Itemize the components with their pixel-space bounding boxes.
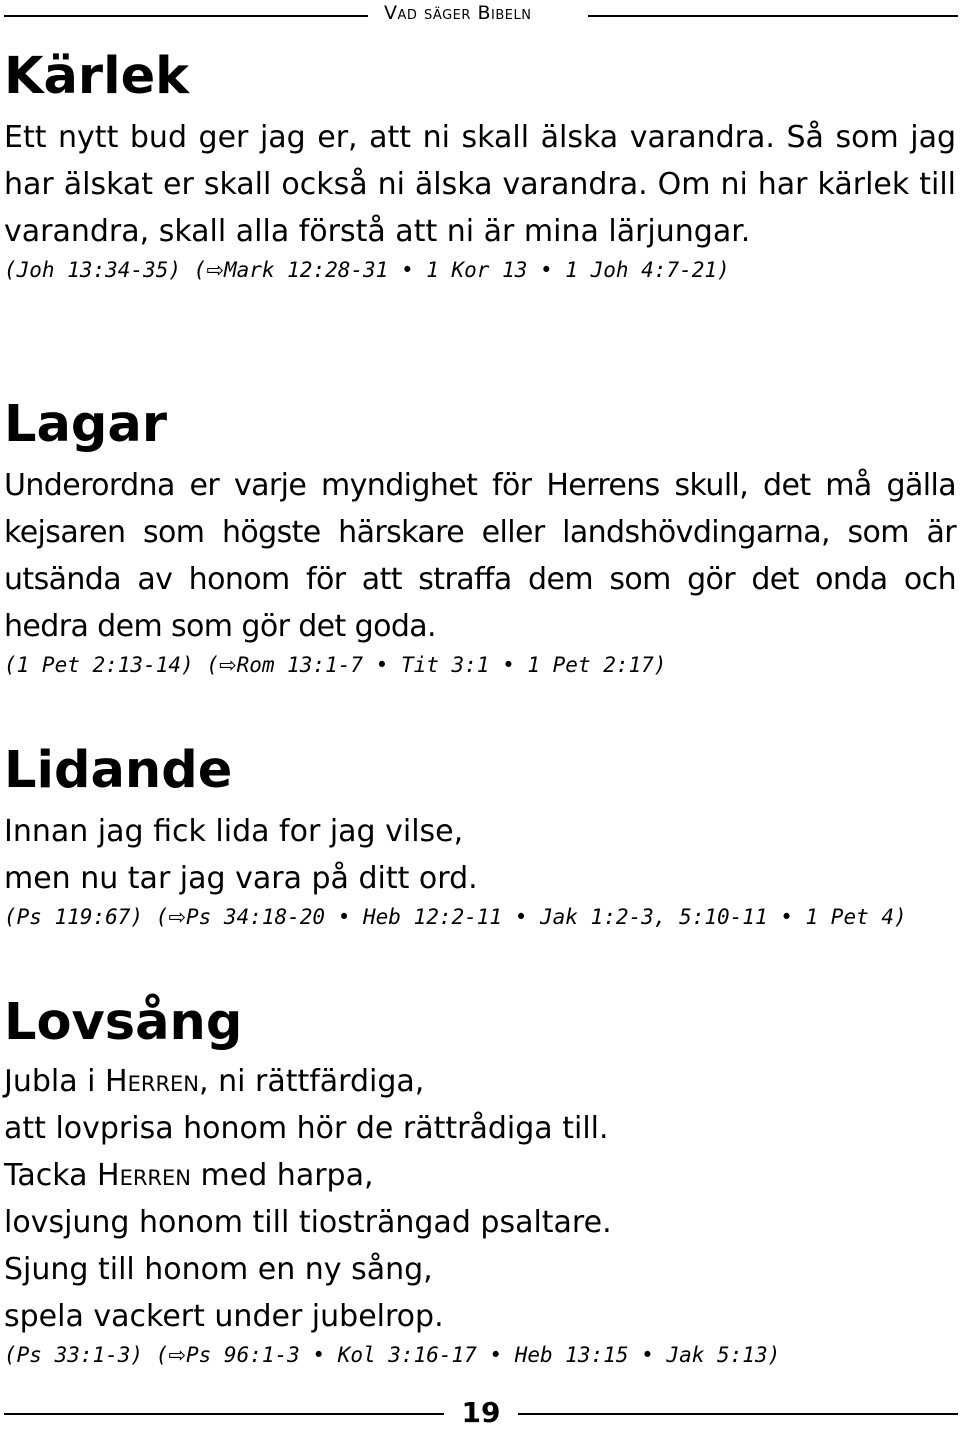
verse-line (4, 1152, 956, 1199)
verse-line: men nu tar jag vara på ditt ord. (4, 861, 478, 896)
verse-line-part: Jubla i (4, 1064, 106, 1099)
footer-rule-left (4, 1413, 444, 1415)
section-heading: Kärlek (4, 47, 190, 106)
reference-see-also: Ps 96:1-3 • Kol 3:16-17 • Heb 13:15 • Jak 5:13) (186, 1343, 781, 1367)
section-heading: Lovsång (4, 993, 243, 1052)
section-lovsang (4, 994, 956, 1370)
page-number: 19 (461, 1396, 501, 1429)
verse-line-part: Tacka (4, 1158, 98, 1193)
reference-see-also: Rom 13:1-7 • Tit 3:1 • 1 Pet 2:17) (236, 653, 667, 677)
reference-see-also: Mark 12:28-31 • 1 Kor 13 • 1 Joh 4:7-21) (223, 258, 730, 282)
reference-line (4, 902, 956, 932)
reference-line (4, 255, 956, 285)
reference-see-also: Ps 34:18-20 • Heb 12:2-11 • Jak 1:2-3, 5:10-11 • 1 Pet 4) (186, 905, 907, 929)
section-heading: Lagar (4, 395, 167, 454)
verse-text: Underordna er varje myndighet för Herrens skull, det må gälla kejsaren som högste härskare eller landshövdingarna, som är utsända av honom för att straffa dem som gör det onda och hedra dem som gör det goda. (4, 468, 956, 644)
lord-small-caps: Herren (105, 1064, 200, 1099)
verse-lines (4, 1058, 956, 1340)
running-header (0, 0, 960, 30)
cross-reference-arrow-icon: ⇨ (206, 258, 224, 282)
running-header-title: Vad säger Bibeln (384, 2, 532, 24)
section-lidande (4, 742, 956, 932)
reference-main: (Joh 13:34-35) (4, 258, 182, 282)
cross-reference-arrow-icon: ⇨ (168, 905, 186, 929)
page-footer (0, 1396, 960, 1430)
verse-line: Innan jag fick lida for jag vilse, (4, 814, 464, 849)
reference-open-paren: ( (155, 1343, 169, 1367)
section-heading: Lidande (4, 741, 233, 800)
cross-reference-arrow-icon: ⇨ (218, 653, 237, 677)
verse-line: att lovprisa honom hör de rättrådiga till. (4, 1111, 609, 1146)
reference-main: (Ps 33:1-3) (4, 1343, 144, 1367)
verse-line (4, 1058, 956, 1105)
verse-line: Sjung till honom en ny sång, (4, 1252, 433, 1287)
reference-open-paren: ( (206, 653, 219, 677)
reference-open-paren: ( (193, 258, 207, 282)
section-lagar (4, 396, 956, 680)
reference-open-paren: ( (155, 905, 169, 929)
reference-main: (1 Pet 2:13-14) (4, 653, 194, 677)
verse-line: lovsjung honom till tiosträngad psaltare. (4, 1205, 612, 1240)
cross-reference-arrow-icon: ⇨ (168, 1343, 186, 1367)
header-rule-left (4, 15, 368, 17)
reference-line (4, 1340, 956, 1370)
verse-line-part: med harpa, (191, 1158, 374, 1193)
reference-main: (Ps 119:67) (4, 905, 144, 929)
section-karlek (4, 48, 956, 285)
verse-line: spela vackert under jubelrop. (4, 1299, 444, 1334)
header-rule-right (588, 15, 958, 17)
verse-line-part: , ni rättfärdiga, (199, 1064, 425, 1099)
reference-line (4, 650, 956, 680)
verse-text: Ett nytt bud ger jag er, att ni skall älska varandra. Så som jag har älskat er skall också ni älska varandra. Om ni har kärlek till varandra, skall alla förstå att ni är mina lärjungar. (4, 120, 956, 249)
footer-rule-right (518, 1413, 958, 1415)
verse-lines (4, 808, 956, 902)
lord-small-caps: Herren (97, 1158, 192, 1193)
